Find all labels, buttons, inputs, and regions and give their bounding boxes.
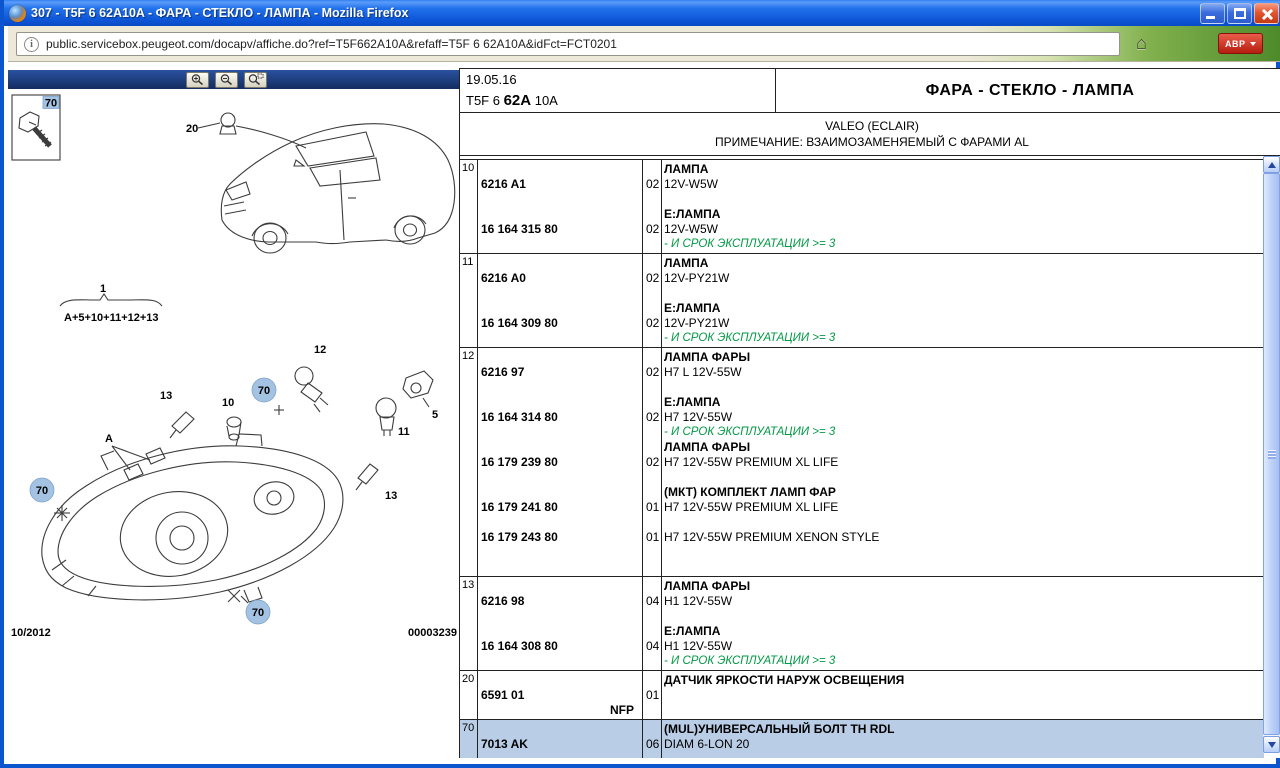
chevron-down-icon bbox=[1250, 42, 1256, 46]
part-qty bbox=[642, 425, 661, 440]
part-desc bbox=[661, 515, 1264, 530]
part-line bbox=[460, 440, 1264, 455]
part-group-13[interactable] bbox=[460, 576, 1264, 670]
part-desc: ЛАМПА ФАРЫ bbox=[664, 579, 751, 593]
part-desc: H1 12V-55W bbox=[664, 639, 733, 653]
part-desc: ЛАМПА ФАРЫ bbox=[664, 440, 751, 454]
part-line bbox=[460, 624, 1264, 639]
firefox-icon[interactable] bbox=[9, 5, 26, 22]
part-group-12[interactable] bbox=[460, 347, 1264, 576]
callout-10[interactable]: 10 bbox=[222, 397, 235, 409]
part-desc: H7 12V-55W bbox=[664, 410, 733, 424]
part-line bbox=[460, 237, 1264, 252]
part-desc: ЛАМПА bbox=[664, 162, 709, 176]
part-line bbox=[460, 316, 1264, 331]
part-qty bbox=[642, 624, 661, 639]
callout-formula[interactable]: A+5+10+11+12+13 bbox=[64, 312, 159, 324]
part-qty: 04 bbox=[646, 594, 660, 608]
part-qty: 01 bbox=[646, 688, 660, 702]
part-group-70[interactable] bbox=[460, 719, 1264, 758]
part-line bbox=[460, 271, 1264, 286]
part-desc: H7 12V-55W PREMIUM XL LIFE bbox=[664, 455, 839, 469]
part-qty bbox=[642, 470, 661, 485]
part-line bbox=[460, 639, 1264, 654]
part-desc bbox=[661, 609, 1264, 624]
part-number bbox=[460, 301, 642, 316]
part-line bbox=[460, 365, 1264, 380]
supplier-label: VALEO (ECLAIR) bbox=[825, 119, 919, 133]
part-line bbox=[460, 192, 1264, 207]
part-desc: (МКТ) КОМПЛЕКТ ЛАМП ФАР bbox=[664, 485, 836, 499]
part-line bbox=[460, 500, 1264, 515]
parts-diagram[interactable] bbox=[8, 90, 459, 753]
scroll-up-button[interactable] bbox=[1263, 156, 1280, 173]
part-qty bbox=[642, 545, 661, 560]
part-desc: 12V-W5W bbox=[664, 222, 719, 236]
bulb-w5w-sketch bbox=[170, 412, 194, 438]
part-desc: ЛАМПА ФАРЫ bbox=[664, 350, 751, 364]
part-qty bbox=[642, 485, 661, 500]
marker-70-bottom[interactable] bbox=[228, 590, 270, 624]
part-qty bbox=[642, 703, 661, 718]
part-number bbox=[460, 380, 642, 395]
note-label: ПРИМЕЧАНИЕ: ВЗАИМОЗАМЕНЯЕМЫЙ С ФАРАМИ AL bbox=[715, 135, 1029, 149]
part-line bbox=[460, 703, 1264, 718]
zoom-area-button[interactable] bbox=[244, 72, 267, 88]
part-line bbox=[460, 470, 1264, 485]
svg-text:70: 70 bbox=[35, 485, 49, 497]
part-line bbox=[460, 579, 1264, 594]
zoom-area-icon bbox=[247, 73, 264, 86]
part-number[interactable]: 6216 98 bbox=[481, 594, 525, 608]
url-text: public.servicebox.peugeot.com/docapv/affiche.do?ref=T5F662A10A&refaff=T5F 6 62A10A&idFct=FCT0201 bbox=[46, 37, 617, 51]
part-qty bbox=[642, 162, 661, 177]
part-line bbox=[460, 722, 1264, 737]
part-desc: Е:ЛАМПА bbox=[664, 624, 721, 638]
car-sketch bbox=[221, 124, 454, 253]
part-number bbox=[460, 440, 642, 455]
part-number bbox=[460, 162, 642, 177]
column-rule bbox=[661, 720, 662, 758]
part-line bbox=[460, 515, 1264, 530]
callout-5[interactable]: 5 bbox=[432, 409, 439, 421]
part-ref: 70 bbox=[462, 722, 475, 734]
close-button[interactable] bbox=[1254, 3, 1279, 24]
part-number[interactable]: 16 164 315 80 bbox=[481, 222, 558, 236]
part-number bbox=[460, 624, 642, 639]
part-qty: 02 bbox=[646, 271, 660, 285]
part-qty bbox=[642, 395, 661, 410]
part-number bbox=[460, 395, 642, 410]
column-rule bbox=[661, 671, 662, 719]
diagram-number: 00003239 bbox=[408, 627, 457, 639]
part-number bbox=[460, 207, 642, 222]
callout-A[interactable]: A bbox=[105, 433, 113, 445]
part-qty: 01 bbox=[646, 500, 660, 514]
home-button[interactable]: ⌂ bbox=[1136, 33, 1147, 53]
site-info-icon[interactable]: i bbox=[24, 37, 39, 52]
url-bar[interactable] bbox=[16, 32, 1120, 56]
part-qty bbox=[642, 654, 661, 669]
bolt-sketch bbox=[19, 112, 51, 146]
zoom-in-button[interactable] bbox=[186, 72, 209, 88]
part-line bbox=[460, 673, 1264, 688]
clip-sketches bbox=[112, 446, 165, 480]
part-line bbox=[460, 301, 1264, 316]
part-desc: H7 L 12V-55W bbox=[664, 365, 742, 379]
part-desc: Е:ЛАМПА bbox=[664, 301, 721, 315]
part-line bbox=[460, 654, 1264, 669]
part-group-10[interactable] bbox=[460, 159, 1264, 253]
svg-text:70: 70 bbox=[251, 607, 265, 619]
maximize-icon bbox=[1234, 8, 1246, 19]
callout-12[interactable]: 12 bbox=[314, 344, 327, 356]
part-note: - И СРОК ЭКСПЛУАТАЦИИ >= 3 bbox=[664, 655, 836, 667]
part-ref: 11 bbox=[462, 256, 474, 268]
scroll-down-button[interactable] bbox=[1263, 736, 1280, 753]
minimize-button[interactable] bbox=[1200, 3, 1225, 24]
part-line bbox=[460, 545, 1264, 560]
part-number[interactable]: 7013 AK bbox=[481, 737, 528, 751]
part-number bbox=[460, 237, 642, 252]
part-qty: 02 bbox=[646, 455, 660, 469]
part-desc: (MUL)УНИВЕРСАЛЬНЫЙ БОЛТ TH RDL bbox=[664, 722, 895, 736]
part-desc bbox=[661, 703, 1264, 718]
doc-reference: T5F 6 62A 10A bbox=[466, 92, 558, 109]
part-number bbox=[460, 722, 642, 737]
part-qty bbox=[642, 673, 661, 688]
part-desc: ЛАМПА bbox=[664, 256, 709, 270]
part-line bbox=[460, 207, 1264, 222]
part-qty bbox=[642, 440, 661, 455]
part-qty bbox=[642, 207, 661, 222]
part-number bbox=[460, 192, 642, 207]
part-desc bbox=[661, 688, 1264, 703]
part-number[interactable]: 16 164 314 80 bbox=[481, 410, 558, 424]
part-number bbox=[460, 515, 642, 530]
part-qty: 04 bbox=[646, 639, 660, 653]
zoom-in-icon bbox=[190, 73, 206, 86]
part-qty bbox=[642, 515, 661, 530]
part-number bbox=[460, 673, 642, 688]
part-number bbox=[460, 470, 642, 485]
minimize-icon bbox=[1206, 16, 1215, 19]
part-number bbox=[460, 350, 642, 365]
part-number bbox=[460, 331, 642, 346]
bulb-holder-sketch bbox=[403, 371, 433, 407]
part-desc bbox=[661, 470, 1264, 485]
part-line bbox=[460, 410, 1264, 425]
vertical-scrollbar[interactable] bbox=[1263, 156, 1280, 753]
part-qty: 02 bbox=[646, 222, 660, 236]
column-rule bbox=[661, 348, 662, 576]
part-qty bbox=[642, 380, 661, 395]
part-number[interactable]: 6216 A0 bbox=[481, 271, 526, 285]
part-line bbox=[460, 177, 1264, 192]
zoom-toolbar bbox=[8, 70, 459, 89]
part-ref: 20 bbox=[462, 673, 475, 685]
sensor-sketch bbox=[220, 113, 306, 148]
part-number bbox=[460, 425, 642, 440]
part-nfp-flag: NFP bbox=[610, 703, 634, 717]
part-qty bbox=[642, 560, 661, 575]
callout-1[interactable]: 1 bbox=[100, 283, 107, 295]
part-line bbox=[460, 222, 1264, 237]
part-ref: 12 bbox=[462, 350, 475, 362]
parts-panel bbox=[459, 68, 1280, 758]
part-desc: H1 12V-55W bbox=[664, 594, 733, 608]
part-line bbox=[460, 256, 1264, 271]
part-desc: H7 12V-55W PREMIUM XENON STYLE bbox=[664, 530, 880, 544]
part-qty bbox=[642, 192, 661, 207]
part-ref: 13 bbox=[462, 579, 475, 591]
column-rule bbox=[661, 254, 662, 347]
legend-box bbox=[12, 95, 60, 160]
arrow-down-icon bbox=[1268, 742, 1276, 748]
part-number bbox=[460, 286, 642, 301]
parts-table bbox=[460, 159, 1264, 758]
window-title: 307 - T5F 6 62A10A - ФАРА - СТЕКЛО - ЛАМПА - Mozilla Firefox bbox=[31, 6, 409, 20]
part-desc bbox=[661, 545, 1264, 560]
bulb-h1-sketch bbox=[356, 464, 378, 490]
part-qty bbox=[642, 237, 661, 252]
adblock-button[interactable] bbox=[1218, 33, 1263, 54]
adblock-label: ABP bbox=[1225, 38, 1246, 49]
part-number bbox=[460, 654, 642, 669]
part-number[interactable]: 16 164 309 80 bbox=[481, 316, 558, 330]
part-desc: DIAM 6-LON 20 bbox=[664, 737, 750, 751]
part-qty bbox=[642, 722, 661, 737]
maximize-button[interactable] bbox=[1227, 3, 1252, 24]
part-line bbox=[460, 350, 1264, 365]
part-line bbox=[460, 737, 1264, 752]
headlight-sketch bbox=[42, 434, 343, 602]
doc-header bbox=[460, 69, 1280, 113]
part-line bbox=[460, 594, 1264, 609]
part-line bbox=[460, 455, 1264, 470]
callout-11[interactable]: 11 bbox=[398, 426, 410, 438]
part-qty bbox=[642, 331, 661, 346]
part-line bbox=[460, 395, 1264, 410]
part-qty: 02 bbox=[646, 410, 660, 424]
diagram-date: 10/2012 bbox=[11, 627, 51, 639]
part-qty bbox=[642, 301, 661, 316]
doc-subtitle bbox=[460, 113, 1280, 156]
scroll-thumb[interactable] bbox=[1263, 173, 1280, 735]
callout-13b[interactable]: 13 bbox=[385, 490, 398, 502]
bulb-py21-sketch bbox=[376, 398, 396, 436]
doc-date: 19.05.16 bbox=[466, 72, 517, 87]
part-group-20[interactable] bbox=[460, 670, 1264, 719]
part-number bbox=[460, 545, 642, 560]
part-number[interactable]: 16 179 241 80 bbox=[481, 500, 558, 514]
part-desc: Е:ЛАМПА bbox=[664, 207, 721, 221]
marker-70-left[interactable] bbox=[30, 478, 70, 521]
part-line bbox=[460, 331, 1264, 346]
part-qty: 02 bbox=[646, 177, 660, 191]
callout-13a[interactable]: 13 bbox=[160, 390, 173, 402]
part-number bbox=[460, 560, 642, 575]
marker-70-top[interactable] bbox=[252, 378, 284, 415]
zoom-out-button[interactable] bbox=[215, 72, 238, 88]
part-desc: 12V-PY21W bbox=[664, 271, 730, 285]
zoom-out-icon bbox=[219, 73, 235, 86]
part-qty bbox=[642, 579, 661, 594]
part-line bbox=[460, 688, 1264, 703]
part-number[interactable]: 16 179 239 80 bbox=[481, 455, 558, 469]
part-qty: 01 bbox=[646, 530, 660, 544]
part-number bbox=[460, 485, 642, 500]
part-qty: 06 bbox=[646, 737, 660, 751]
page-title: ФАРА - СТЕКЛО - ЛАМПА bbox=[775, 69, 1280, 112]
part-number bbox=[460, 609, 642, 624]
part-desc: 12V-PY21W bbox=[664, 316, 730, 330]
part-number[interactable]: 6216 97 bbox=[481, 365, 525, 379]
part-qty bbox=[642, 286, 661, 301]
part-note: - И СРОК ЭКСПЛУАТАЦИИ >= 3 bbox=[664, 426, 836, 438]
part-qty bbox=[642, 256, 661, 271]
part-desc: Е:ЛАМПА bbox=[664, 395, 721, 409]
navigation-bar bbox=[8, 26, 1280, 62]
part-number[interactable]: 6216 A1 bbox=[481, 177, 526, 191]
bulb-h7-sketch bbox=[295, 367, 328, 412]
legend-part-70-label[interactable]: 70 bbox=[44, 97, 58, 110]
svg-text:70: 70 bbox=[257, 385, 271, 397]
part-note: - И СРОК ЭКСПЛУАТАЦИИ >= 3 bbox=[664, 332, 836, 344]
part-note: - И СРОК ЭКСПЛУАТАЦИИ >= 3 bbox=[664, 238, 836, 250]
column-rule bbox=[661, 577, 662, 670]
part-number bbox=[460, 579, 642, 594]
part-desc bbox=[661, 286, 1264, 301]
part-qty bbox=[642, 609, 661, 624]
part-desc: ДАТЧИК ЯРКОСТИ НАРУЖ ОСВЕЩЕНИЯ bbox=[664, 673, 905, 687]
callout-20[interactable]: 20 bbox=[186, 123, 199, 135]
part-qty: 02 bbox=[646, 365, 660, 379]
part-line bbox=[460, 609, 1264, 624]
part-line bbox=[460, 560, 1264, 575]
part-number[interactable]: 16 179 243 80 bbox=[481, 530, 558, 544]
part-desc: 12V-W5W bbox=[664, 177, 719, 191]
part-line bbox=[460, 286, 1264, 301]
part-line bbox=[460, 162, 1264, 177]
part-desc bbox=[661, 560, 1264, 575]
part-number bbox=[460, 256, 642, 271]
part-qty: 02 bbox=[646, 316, 660, 330]
part-desc bbox=[661, 192, 1264, 207]
part-number[interactable]: 16 164 308 80 bbox=[481, 639, 558, 653]
column-rule bbox=[661, 160, 662, 253]
part-line bbox=[460, 485, 1264, 500]
arrow-up-icon bbox=[1268, 162, 1276, 168]
title-bar bbox=[4, 0, 1280, 26]
part-line bbox=[460, 380, 1264, 395]
part-ref: 10 bbox=[462, 162, 475, 174]
part-group-11[interactable] bbox=[460, 253, 1264, 347]
part-number[interactable]: 6591 01 bbox=[481, 688, 525, 702]
part-qty bbox=[642, 350, 661, 365]
part-line bbox=[460, 425, 1264, 440]
part-line bbox=[460, 530, 1264, 545]
bracket-line bbox=[60, 294, 162, 306]
part-desc: H7 12V-55W PREMIUM XL LIFE bbox=[664, 500, 839, 514]
part-desc bbox=[661, 380, 1264, 395]
